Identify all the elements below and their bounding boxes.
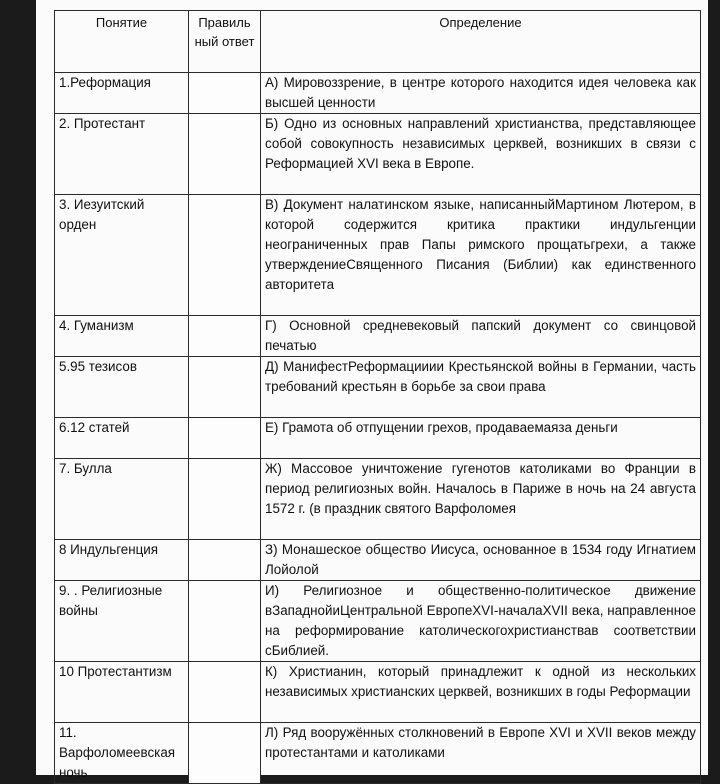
- table-row: [55, 723, 701, 784]
- table-row: [55, 316, 701, 357]
- table-row: [55, 73, 701, 114]
- definition-cell: Ж) Массовое уничтожение гугенотов католиками во Франции в период религиозных войн. Началось в Париже в ночь на 24 августа 1572 г. (в праздник святого Варфоломея: [261, 459, 701, 540]
- definition-cell: Е) Грамота об отпущении грехов, продаваемаяза деньги: [261, 418, 701, 459]
- header-answer: Правиль ный ответ: [189, 11, 261, 73]
- answer-cell[interactable]: [189, 540, 261, 581]
- header-concept: Понятие: [55, 11, 189, 73]
- term-cell: 3. Иезуитский орден: [55, 195, 189, 316]
- table-row: [55, 114, 701, 195]
- term-cell: 10 Протестантизм: [55, 662, 189, 723]
- definition-cell: И) Религиозное и общественно-политическое движение вЗападнойиЦентральной ЕвропеXVI-началаXVII века, направленное на реформирование католическогохристианствав соответствии сБиблией.: [261, 581, 701, 662]
- term-cell: 5.95 тезисов: [55, 357, 189, 418]
- table-row: [55, 540, 701, 581]
- table-row: [55, 418, 701, 459]
- definition-cell: Д) МанифестРеформацииии Крестьянской войны в Германии, часть требований крестьян в борьбе за свои права: [261, 357, 701, 418]
- term-cell: 4. Гуманизм: [55, 316, 189, 357]
- table-row: [55, 195, 701, 316]
- answer-cell[interactable]: [189, 195, 261, 316]
- table-row: [55, 581, 701, 662]
- header-row: [55, 11, 701, 73]
- matching-table: [54, 10, 701, 784]
- definition-cell: К) Христианин, который принадлежит к одной из нескольких независимых христианских церквей, возникших в годы Реформации: [261, 662, 701, 723]
- answer-cell[interactable]: [189, 581, 261, 662]
- definition-cell: Л) Ряд вооружённых столкновений в Европе XVI и XVII веков между протестантами и католиками: [261, 723, 701, 784]
- answer-cell[interactable]: [189, 73, 261, 114]
- table-row: [55, 357, 701, 418]
- term-cell: 9. . Религиозные войны: [55, 581, 189, 662]
- document-page: [36, 0, 708, 780]
- definition-cell: А) Мировоззрение, в центре которого находится идея человека как высшей ценности: [261, 73, 701, 114]
- term-cell: 11. Варфоломеевская ночь: [55, 723, 189, 784]
- table-row: [55, 662, 701, 723]
- term-cell: 7. Булла: [55, 459, 189, 540]
- definition-cell: В) Документ налатинском языке, написанныйМартином Лютером, в которой содержится критика практики индульгенции неограниченных прав Папы римского прощатьгрехи, а также утверждениеСвященного Писания (Библии) как единственного авторитета: [261, 195, 701, 316]
- answer-cell[interactable]: [189, 114, 261, 195]
- definition-cell: З) Монашеское общество Иисуса, основанное в 1534 году Игнатием Лойолой: [261, 540, 701, 581]
- header-definition: Определение: [261, 11, 701, 73]
- term-cell: 8 Индульгенция: [55, 540, 189, 581]
- answer-cell[interactable]: [189, 459, 261, 540]
- definition-cell: Б) Одно из основных направлений христианства, представляющее собой совокупность независимых церквей, возникших в связи с Реформацией XVI века в Европе.: [261, 114, 701, 195]
- term-cell: 2. Протестант: [55, 114, 189, 195]
- term-cell: 1.Реформация: [55, 73, 189, 114]
- table-row: [55, 459, 701, 540]
- definition-cell: Г) Основной средневековый папский документ со свинцовой печатью: [261, 316, 701, 357]
- answer-cell[interactable]: [189, 723, 261, 784]
- answer-cell[interactable]: [189, 316, 261, 357]
- answer-cell[interactable]: [189, 662, 261, 723]
- term-cell: 6.12 статей: [55, 418, 189, 459]
- answer-cell[interactable]: [189, 357, 261, 418]
- answer-cell[interactable]: [189, 418, 261, 459]
